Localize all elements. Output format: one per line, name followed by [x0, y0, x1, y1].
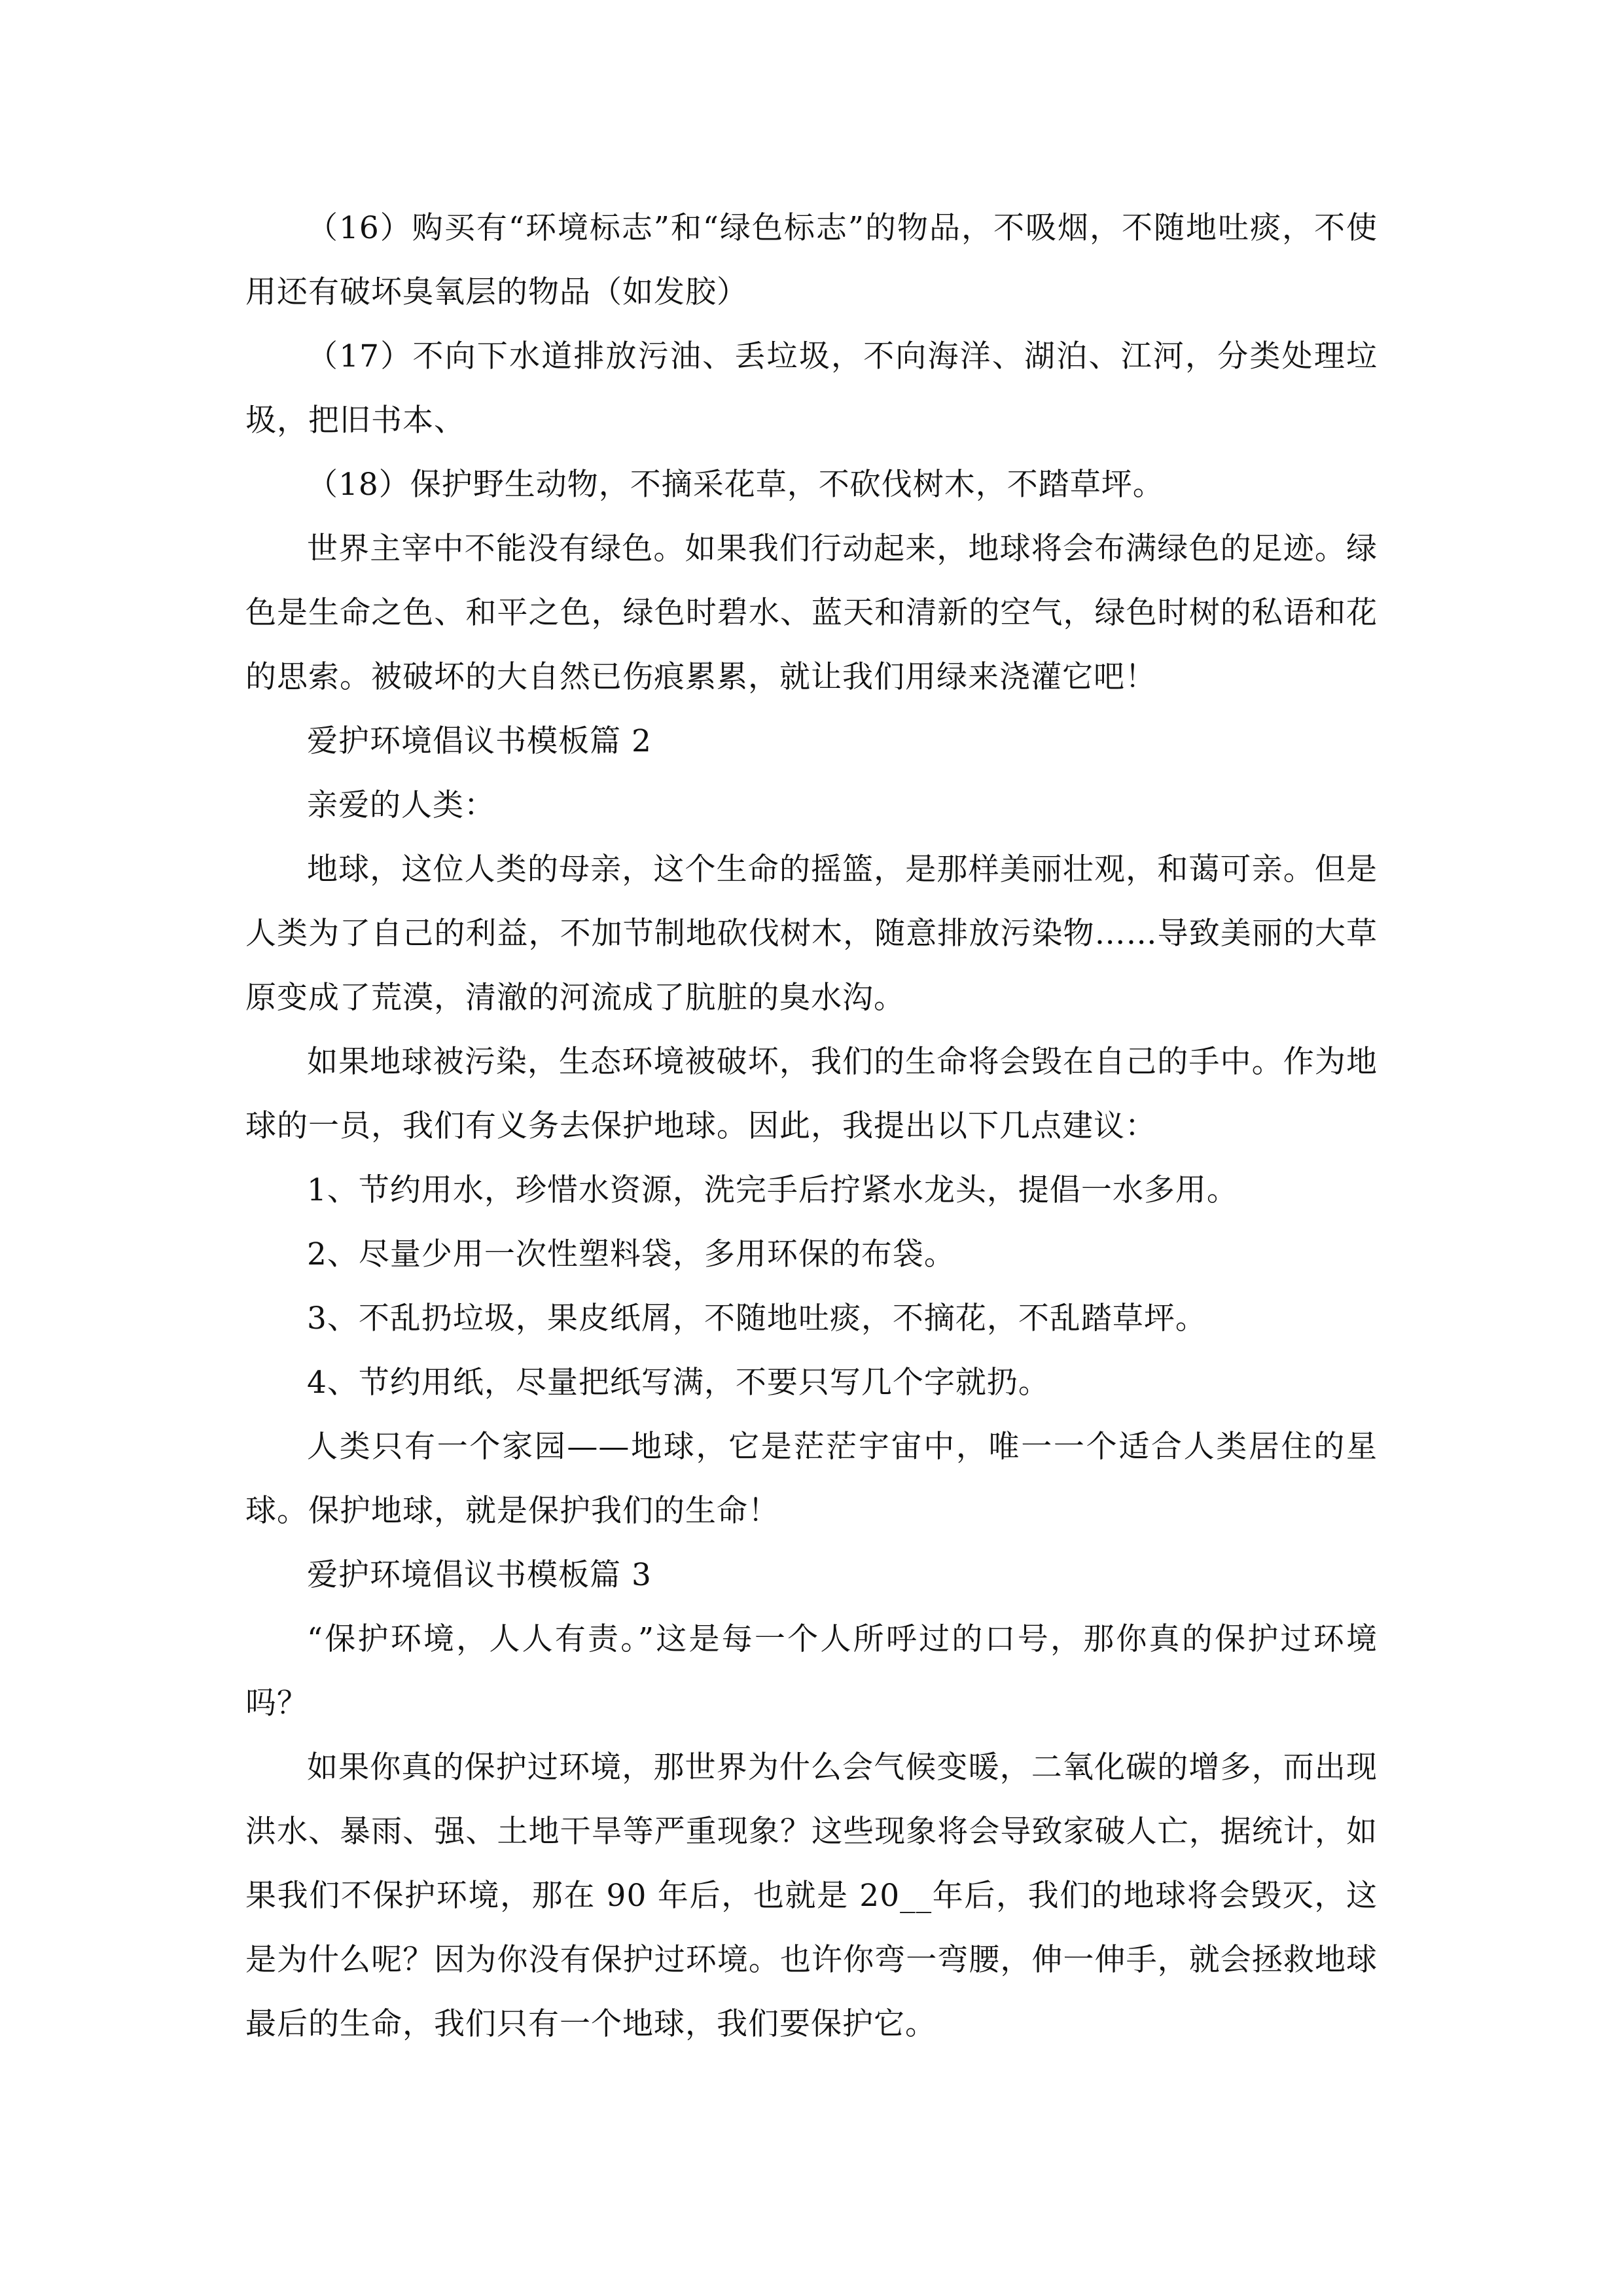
paragraph-one-home: 人类只有一个家园——地球，它是茫茫宇宙中，唯一一个适合人类居住的星球。保护地球，就是保护我们的生命！	[245, 1429, 1378, 1529]
section-heading-3: 爱护环境倡议书模板篇 3	[307, 1557, 652, 1593]
suggestion-item-2: 2、尽量少用一次性塑料袋，多用环保的布袋。	[307, 1236, 955, 1272]
paragraph-earth-mother: 地球，这位人类的母亲，这个生命的摇篮，是那样美丽壮观，和蔼可亲。但是人类为了自己的利益，不加节制地砍伐树木，随意排放污染物……导致美丽的大草原变成了荒漠，清澈的河流成了肮脏的臭水沟。	[245, 852, 1378, 1016]
paragraph-item-18: （18）保护野生动物，不摘采花草，不砍伐树木，不踏草坪。	[307, 467, 1164, 503]
suggestion-item-3: 3、不乱扔垃圾，果皮纸屑，不随地吐痰，不摘花，不乱踏草坪。	[307, 1300, 1207, 1336]
paragraph-item-16: （16）购买有“环境标志”和“绿色标志”的物品，不吸烟，不随地吐痰，不使用还有破坏臭氧层的物品（如发胶）	[245, 210, 1378, 310]
paragraph-item-17: （17）不向下水道排放污油、丢垃圾，不向海洋、湖泊、江河，分类处理垃圾，把旧书本、	[245, 338, 1378, 439]
suggestion-item-4: 4、节约用纸，尽量把纸写满，不要只写几个字就扔。	[307, 1365, 1050, 1401]
suggestion-item-1: 1、节约用水，珍惜水资源，洗完手后拧紧水龙头，提倡一水多用。	[307, 1172, 1238, 1208]
paragraph-slogan: “保护环境，人人有责。”这是每一个人所呼过的口号，那你真的保护过环境吗？	[245, 1621, 1378, 1721]
salutation: 亲爱的人类：	[307, 787, 495, 823]
paragraph-climate: 如果你真的保护过环境，那世界为什么会气候变暖，二氧化碳的增多，而出现洪水、暴雨、强、土地干旱等严重现象？这些现象将会导致家破人亡，据统计，如果我们不保护环境，那在 90 年后，也就是 20__年后，我们的地球将会毁灭，这是为什么呢？因为你没有保护过环境。也许你弯一弯腰，伸一伸手，就会拯救地球最后的生命，我们只有一个地球，我们要保护它。	[245, 1749, 1378, 2042]
section-heading-2: 爱护环境倡议书模板篇 2	[307, 723, 652, 759]
paragraph-green-conclusion: 世界主宰中不能没有绿色。如果我们行动起来，地球将会布满绿色的足迹。绿色是生命之色、和平之色，绿色时碧水、蓝天和清新的空气，绿色时树的私语和花的思索。被破坏的大自然已伤痕累累，就让我们用绿来浇灌它吧！	[245, 531, 1378, 695]
paragraph-pollution: 如果地球被污染，生态环境被破坏，我们的生命将会毁在自己的手中。作为地球的一员，我们有义务去保护地球。因此，我提出以下几点建议：	[245, 1044, 1378, 1144]
document-page	[245, 196, 1378, 2056]
